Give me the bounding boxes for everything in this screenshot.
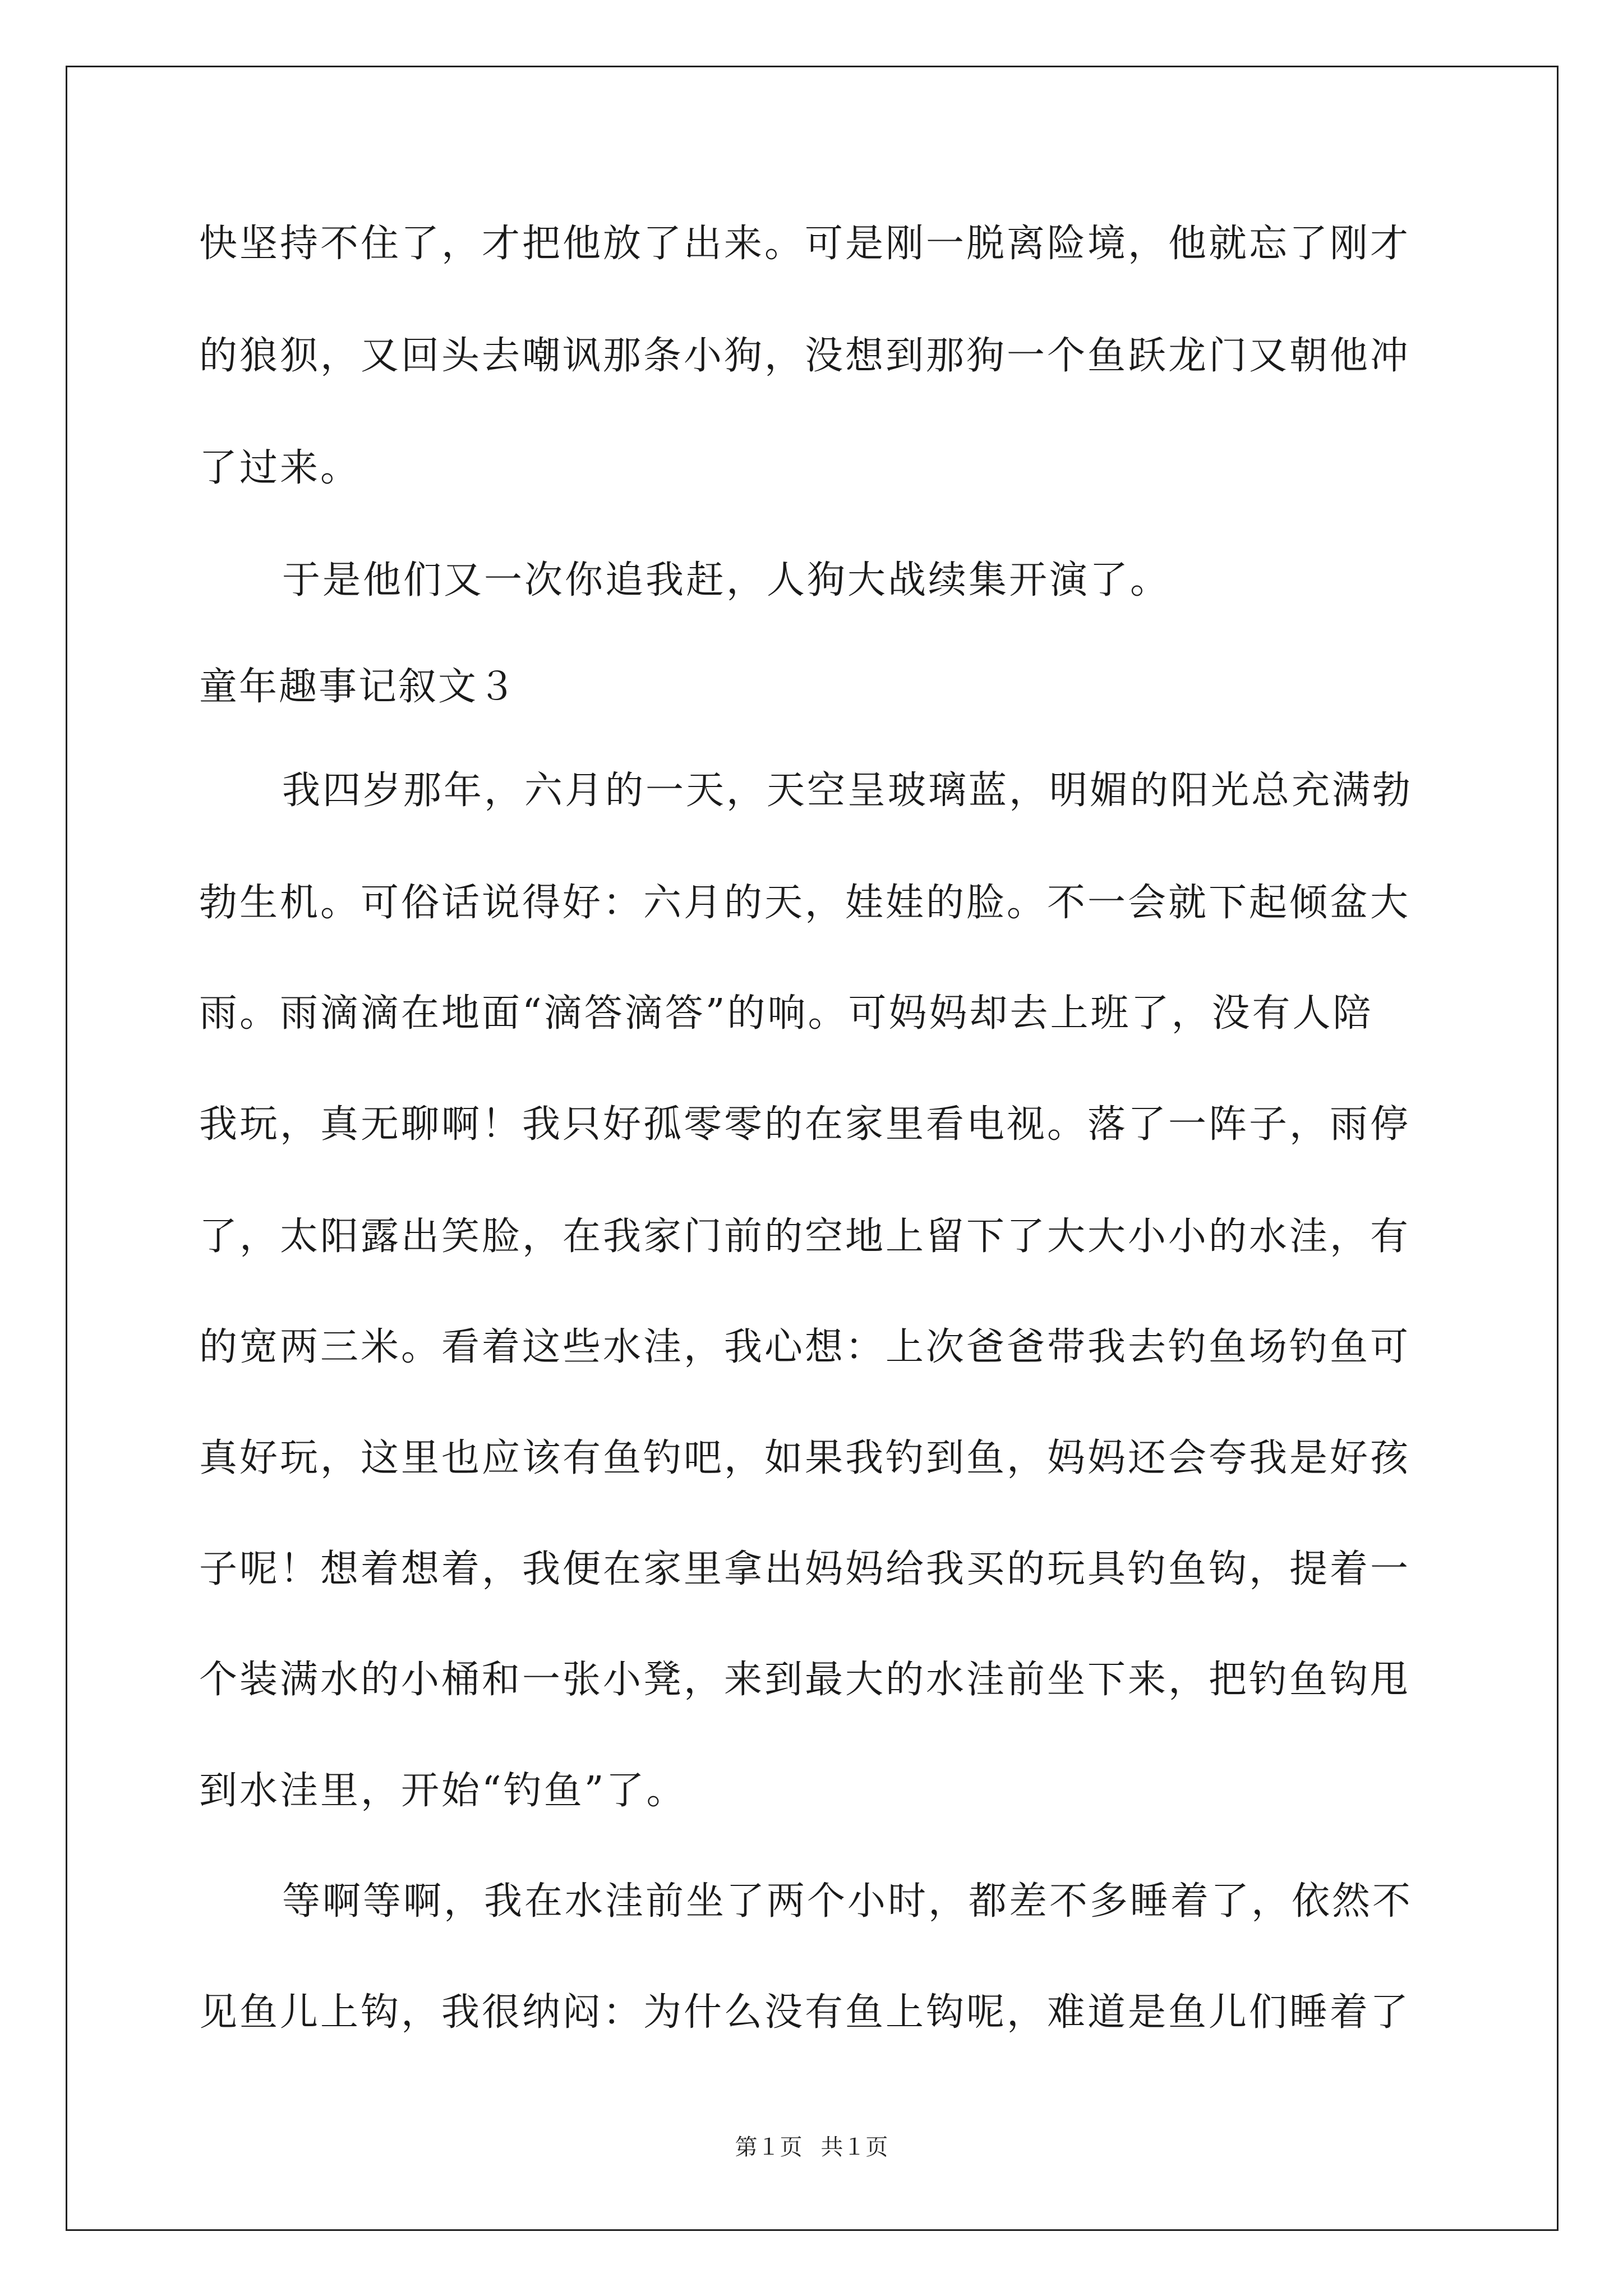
section-heading: 童年趣事记叙文３ <box>199 665 518 709</box>
page-number: 第１页 <box>735 2134 803 2160</box>
paragraph-3-line-8: 子呢！想着想着，我便在家里拿出妈妈给我买的玩具钓鱼钩，提着一 <box>199 1547 1411 1591</box>
paragraph-1-line-2: 的狼狈，又回头去嘲讽那条小狗，没想到那狗一个鱼跃龙门又朝他冲 <box>199 334 1411 378</box>
page-footer <box>0 2132 1623 2163</box>
paragraph-4-line-1: 等啊等啊，我在水洼前坐了两个小时，都差不多睡着了，依然不 <box>282 1879 1413 1924</box>
paragraph-3-line-9: 个装满水的小桶和一张小凳，来到最大的水洼前坐下来，把钓鱼钩甩 <box>199 1658 1411 1702</box>
paragraph-3-line-7: 真好玩，这里也应该有鱼钓吧，如果我钓到鱼，妈妈还会夸我是好孩 <box>199 1436 1411 1480</box>
paragraph-3-line-1: 我四岁那年，六月的一天，天空呈玻璃蓝，明媚的阳光总充满勃 <box>282 769 1413 813</box>
page-total: 共１页 <box>820 2134 888 2160</box>
paragraph-1-line-3: 了过来。 <box>199 446 361 490</box>
paragraph-3-line-6: 的宽两三米。看着这些水洼，我心想：上次爸爸带我去钓鱼场钓鱼可 <box>199 1325 1411 1369</box>
paragraph-3-line-10: 到水洼里，开始“钓鱼”了。 <box>199 1769 687 1813</box>
paragraph-3-line-3: 雨。雨滴滴在地面“滴答滴答”的响。可妈妈却去上班了，没有人陪 <box>199 991 1373 1036</box>
paragraph-4-line-2: 见鱼儿上钩，我很纳闷：为什么没有鱼上钩呢，难道是鱼儿们睡着了 <box>199 1990 1411 2035</box>
paragraph-2-line-1: 于是他们又一次你追我赶，人狗大战续集开演了。 <box>282 558 1171 602</box>
paragraph-3-line-2: 勃生机。可俗话说得好：六月的天，娃娃的脸。不一会就下起倾盆大 <box>199 881 1411 925</box>
paragraph-3-line-5: 了，太阳露出笑脸，在我家门前的空地上留下了大大小小的水洼，有 <box>199 1214 1411 1259</box>
paragraph-3-line-4: 我玩，真无聊啊！我只好孤零零的在家里看电视。落了一阵子，雨停 <box>199 1102 1411 1147</box>
paragraph-1-line-1: 快坚持不住了，才把他放了出来。可是刚一脱离险境，他就忘了刚才 <box>199 222 1411 266</box>
